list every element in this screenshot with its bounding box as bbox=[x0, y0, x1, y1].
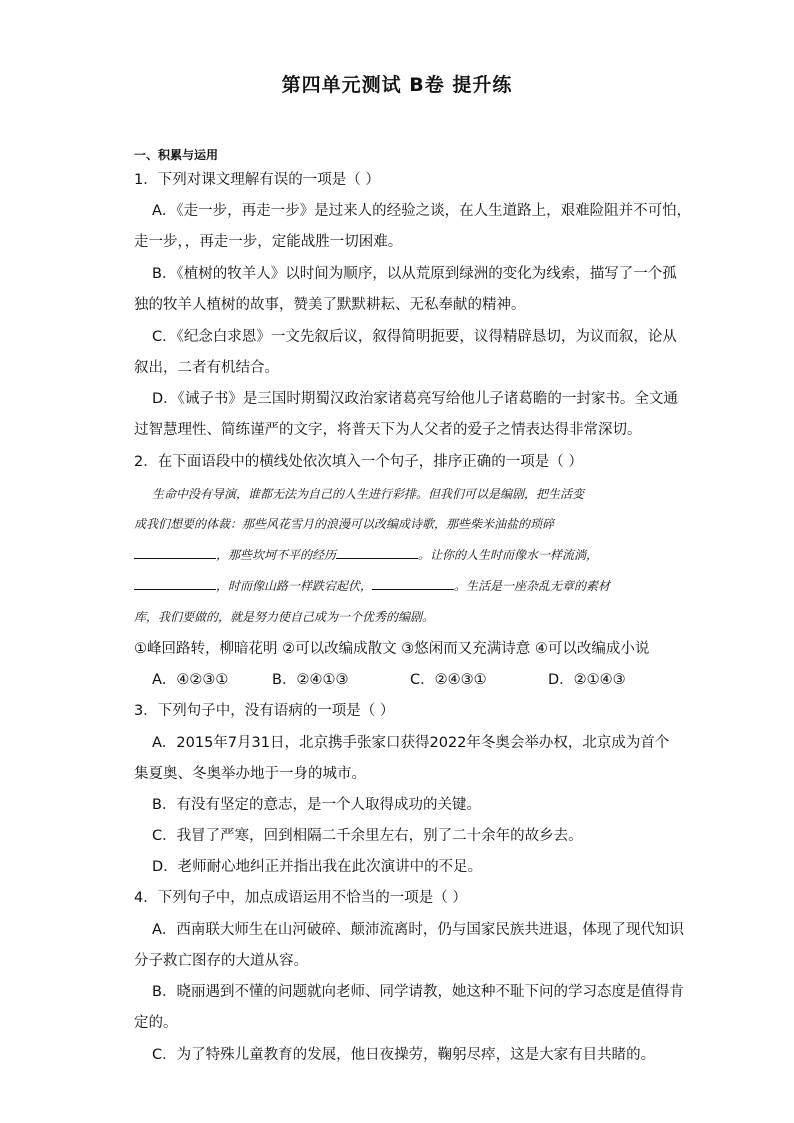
question-2-stem: 2．在下面语段中的横线处依次填入一个句子，排序正确的一项是（ ） bbox=[134, 454, 583, 470]
question-1-option-d: D．《诫子书》是三国时期蜀汉政治家诸葛亮写给他儿子诸葛瞻的一封家书。全文通 bbox=[152, 391, 678, 407]
question-1-option-c-cont: 叙出，二者有机结合。 bbox=[134, 360, 279, 376]
passage-line-2: 成我们想要的体裁：那些风花雪月的浪漫可以改编成诗歌，那些柴米油盐的琐碎 bbox=[134, 517, 555, 531]
passage-line-5: 库，我们要做的，就是努力使自己成为一个优秀的编剧。 bbox=[134, 610, 435, 624]
passage-line-3: ，那些坎坷不平的经历 。让你的人生时而像水一样流淌， bbox=[134, 546, 598, 564]
question-3-option-b: B．有没有坚定的意志，是一个人取得成功的关键。 bbox=[152, 797, 481, 813]
answer-blank bbox=[134, 546, 216, 559]
question-1-stem: 1．下列对课文理解有误的一项是（ ） bbox=[134, 172, 380, 188]
question-1-option-d-cont: 过智慧理性、简练谨严的文字，将普天下为人父者的爱子之情表达得非常深切。 bbox=[134, 422, 642, 438]
question-2-choice-d: D．②①④③ bbox=[548, 672, 626, 688]
page-title: 第四单元测试 B卷 提升练 bbox=[281, 74, 513, 96]
question-4-option-a: A．西南联大师生在山河破碎、颠沛流离时，仍与国家民族共进退，体现了现代知识 bbox=[152, 922, 684, 938]
question-4-option-b-cont: 定的。 bbox=[134, 1015, 178, 1031]
passage-line-4: ，时而像山路一样跌宕起伏， 。生活是一座杂乱无章的素材 bbox=[134, 577, 610, 595]
question-3-stem: 3．下列句子中，没有语病的一项是（ ） bbox=[134, 703, 395, 719]
question-1-option-a-cont: 走一步，，再走一步，定能战胜一切困难。 bbox=[134, 234, 403, 250]
question-1-option-b-cont: 独的牧羊人植树的故事，赞美了默默耕耘、无私奉献的精神。 bbox=[134, 297, 526, 313]
answer-blank bbox=[134, 577, 216, 590]
answer-blank bbox=[336, 546, 418, 559]
question-3-option-a-cont: 集夏奥、冬奥举办地于一身的城市。 bbox=[134, 766, 366, 782]
question-2-choice-b: B．②④①③ bbox=[272, 672, 349, 688]
question-4-option-b: B．晓丽遇到不懂的问题就向老师、同学请教，她这种不耻下问的学习态度是值得肯 bbox=[152, 984, 684, 1000]
question-4-stem: 4．下列句子中，加点成语运用不恰当的一项是（ ） bbox=[134, 890, 467, 906]
question-1-option-c: C．《纪念白求恩》一文先叙后议，叙得简明扼要，议得精辟恳切，为议而叙，论从 bbox=[152, 329, 677, 345]
question-4-option-a-cont: 分子救亡图存的大道从容。 bbox=[134, 953, 308, 969]
section-heading: 一、积累与运用 bbox=[134, 148, 219, 162]
question-4-option-c: C．为了特殊儿童教育的发展，他日夜操劳，鞠躬尽瘁，这是大家有目共睹的。 bbox=[152, 1047, 656, 1063]
question-2-choice-a: A．④②③① bbox=[152, 672, 229, 688]
question-3-option-c: C．我冒了严寒，回到相隔二千余里左右，别了二十余年的故乡去。 bbox=[152, 828, 583, 844]
answer-blank bbox=[372, 577, 454, 590]
question-3-option-d: D．老师耐心地纠正并指出我在此次演讲中的不足。 bbox=[152, 859, 483, 875]
passage-line-1: 生命中没有导演，谁都无法为自己的人生进行彩排。但我们可以是编剧，把生活变 bbox=[152, 487, 585, 501]
question-1-option-b: B．《植树的牧羊人》以时间为顺序，以从荒原到绿洲的变化为线索，描写了一个孤 bbox=[152, 266, 677, 282]
question-2-choice-c: C．②④③① bbox=[410, 672, 487, 688]
question-3-option-a: A．2015年7月31日，北京携手张家口获得2022年冬奥会举办权，北京成为首个 bbox=[152, 735, 670, 751]
question-2-items: ①峰回路转，柳暗花明 ②可以改编成散文 ③悠闲而又充满诗意 ④可以改编成小说 bbox=[134, 641, 650, 657]
question-1-option-a: A．《走一步，再走一步》是过来人的经验之谈，在人生道路上，艰难险阻并不可怕， bbox=[152, 203, 692, 219]
